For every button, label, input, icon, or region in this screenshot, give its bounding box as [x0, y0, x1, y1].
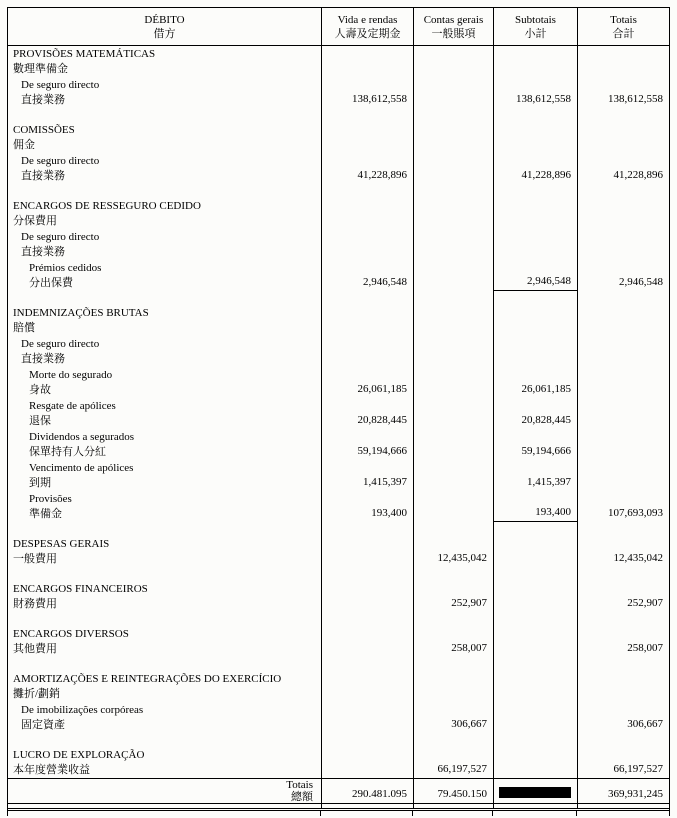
row-label-zh: 直接業務 — [21, 170, 65, 182]
header-debito-zh: 借方 — [153, 27, 176, 40]
cell-vida-e-rendas — [321, 733, 413, 747]
header-debito-pt: DÉBITO — [144, 13, 185, 26]
cell-vida-e-rendas: 138,612,558 — [321, 77, 413, 108]
spacer-cell — [8, 804, 321, 808]
cell-totais — [577, 198, 669, 229]
spacer-row — [8, 184, 669, 198]
stub-cell — [492, 811, 576, 816]
double-rule — [8, 808, 669, 810]
row-label-cell — [8, 567, 321, 581]
header-contas-zh: 一般賬項 — [431, 27, 476, 40]
table-row — [8, 367, 669, 398]
cell-vida-e-rendas: 1,415,397 — [321, 460, 413, 491]
row-label-zh: 財務費用 — [13, 598, 57, 610]
cell-contas-gerais — [413, 260, 493, 291]
row-label-pt: ENCARGOS DIVERSOS — [13, 628, 129, 640]
spacer-row — [8, 522, 669, 536]
cell-vida-e-rendas — [321, 626, 413, 657]
table-row — [8, 702, 669, 733]
cell-totais: 2,946,548 — [577, 260, 669, 291]
cell-totais: 138,612,558 — [577, 77, 669, 108]
spacer-row — [8, 291, 669, 305]
cell-vida-e-rendas — [321, 291, 413, 305]
cell-contas-gerais — [413, 122, 493, 153]
table-row — [8, 626, 669, 657]
cell-totais: 12,435,042 — [577, 536, 669, 567]
row-label-pt: Morte do segurado — [29, 369, 113, 381]
totals-label-pt: Totais — [286, 779, 313, 791]
cell-totais — [577, 612, 669, 626]
row-label-zh: 固定資產 — [21, 719, 65, 731]
cell-vida-e-rendas — [321, 657, 413, 671]
table-row — [8, 581, 669, 612]
table-row — [8, 336, 669, 367]
cell-contas-gerais: 12,435,042 — [413, 536, 493, 567]
cell-contas-gerais — [413, 291, 493, 305]
cell-subtotais — [493, 46, 577, 77]
cell-contas-gerais — [413, 733, 493, 747]
row-label-zh: 數理準備金 — [13, 63, 68, 75]
row-label-cell — [8, 612, 321, 626]
header-totais-pt: Totais — [610, 13, 637, 26]
cell-subtotais — [493, 733, 577, 747]
cell-subtotais: 138,612,558 — [493, 77, 577, 108]
table-row — [8, 77, 669, 108]
cell-subtotais: 26,061,185 — [493, 367, 577, 398]
row-label-cell — [8, 626, 321, 657]
table-row — [8, 153, 669, 184]
cell-subtotais — [493, 612, 577, 626]
row-label-zh: 退保 — [29, 415, 51, 427]
cell-vida-e-rendas — [321, 536, 413, 567]
row-label-cell — [8, 733, 321, 747]
row-label-pt: Resgate de apólices — [29, 400, 116, 412]
cell-totais: 41,228,896 — [577, 153, 669, 184]
cell-contas-gerais — [413, 305, 493, 336]
row-label-cell — [8, 336, 321, 367]
row-label-cell — [8, 46, 321, 77]
cell-vida-e-rendas: 193,400 — [321, 491, 413, 522]
cell-subtotais — [493, 581, 577, 612]
row-label-zh: 到期 — [29, 477, 51, 489]
debit-table — [7, 7, 670, 811]
table-row — [8, 536, 669, 567]
cell-subtotais — [493, 122, 577, 153]
row-label-cell — [8, 367, 321, 398]
spacer-row — [8, 108, 669, 122]
row-label-zh: 準備金 — [29, 508, 62, 520]
row-label-pt: Dividendos a segurados — [29, 431, 135, 443]
row-label-cell — [8, 460, 321, 491]
cell-totais: 66,197,527 — [577, 747, 669, 778]
cell-contas-gerais — [413, 336, 493, 367]
row-label-zh: 攤折/劃銷 — [13, 688, 61, 700]
header-vida-pt: Vida e rendas — [337, 13, 398, 26]
cell-subtotais — [493, 702, 577, 733]
row-label-cell — [8, 522, 321, 536]
spacer-cell — [321, 804, 413, 808]
cell-subtotais — [493, 184, 577, 198]
table-row — [8, 429, 669, 460]
cell-vida-e-rendas — [321, 108, 413, 122]
row-label-pt: INDEMNIZAÇÕES BRUTAS — [13, 307, 149, 319]
table-body — [8, 46, 669, 778]
row-label-pt: AMORTIZAÇÕES E REINTEGRAÇÕES DO EXERCÍCIO — [13, 673, 282, 685]
column-line-stubs — [7, 811, 670, 816]
table-row — [8, 491, 669, 522]
row-label-zh: 直接業務 — [21, 353, 65, 365]
totals-cell-vida: 290.481.095 — [321, 779, 413, 803]
cell-vida-e-rendas — [321, 581, 413, 612]
cell-contas-gerais — [413, 429, 493, 460]
cell-contas-gerais: 306,667 — [413, 702, 493, 733]
cell-totais — [577, 733, 669, 747]
header-debito — [8, 8, 321, 45]
cell-subtotais — [493, 567, 577, 581]
totals-cell-contas: 79.450.150 — [413, 779, 493, 803]
cell-totais — [577, 657, 669, 671]
stub-cell — [576, 811, 670, 816]
header-vida-zh: 人壽及定期金 — [334, 27, 401, 40]
row-label-pt: De seguro directo — [21, 231, 100, 243]
row-label-pt: ENCARGOS FINANCEIROS — [13, 583, 148, 595]
row-label-cell — [8, 229, 321, 260]
cell-totais — [577, 108, 669, 122]
row-label-pt: DESPESAS GERAIS — [13, 538, 110, 550]
cell-subtotais: 1,415,397 — [493, 460, 577, 491]
cell-totais — [577, 305, 669, 336]
totals-label — [8, 779, 321, 803]
cell-totais — [577, 46, 669, 77]
row-label-cell — [8, 581, 321, 612]
cell-vida-e-rendas — [321, 671, 413, 702]
row-label-zh: 身故 — [29, 384, 51, 396]
row-label-zh: 分保費用 — [13, 215, 57, 227]
row-label-pt: PROVISÕES MATEMÁTICAS — [13, 48, 156, 60]
spacer-cell — [493, 804, 577, 808]
cell-subtotais: 41,228,896 — [493, 153, 577, 184]
cell-totais — [577, 671, 669, 702]
cell-totais — [577, 567, 669, 581]
cell-subtotais — [493, 108, 577, 122]
cell-subtotais: 59,194,666 — [493, 429, 577, 460]
cell-contas-gerais — [413, 184, 493, 198]
stub-cell — [412, 811, 492, 816]
cell-vida-e-rendas: 41,228,896 — [321, 153, 413, 184]
row-label-pt: LUCRO DE EXPLORAÇÃO — [13, 749, 145, 761]
cell-totais — [577, 122, 669, 153]
cell-totais — [577, 429, 669, 460]
header-totais-zh: 合計 — [612, 27, 635, 40]
cell-vida-e-rendas — [321, 305, 413, 336]
row-label-zh: 賠償 — [13, 322, 35, 334]
spacer-cell — [577, 804, 669, 808]
cell-vida-e-rendas — [321, 567, 413, 581]
row-label-cell — [8, 153, 321, 184]
row-label-zh: 直接業務 — [21, 94, 65, 106]
cell-contas-gerais — [413, 460, 493, 491]
table-row — [8, 229, 669, 260]
cell-totais: 107,693,093 — [577, 491, 669, 522]
header-contas-pt: Contas gerais — [423, 13, 484, 26]
row-label-cell — [8, 291, 321, 305]
table-row — [8, 46, 669, 77]
row-label-pt: De seguro directo — [21, 155, 100, 167]
row-label-zh: 分出保費 — [29, 277, 73, 289]
cell-vida-e-rendas — [321, 229, 413, 260]
cell-vida-e-rendas — [321, 46, 413, 77]
cell-contas-gerais — [413, 46, 493, 77]
row-label-cell — [8, 108, 321, 122]
row-label-zh: 佣金 — [13, 139, 35, 151]
cell-vida-e-rendas — [321, 336, 413, 367]
totals-row — [8, 778, 669, 804]
cell-vida-e-rendas — [321, 612, 413, 626]
cell-contas-gerais — [413, 229, 493, 260]
header-subtotais-zh: 小計 — [524, 27, 547, 40]
cell-contas-gerais — [413, 671, 493, 702]
cell-totais — [577, 522, 669, 536]
row-label-zh: 保單持有人分紅 — [29, 446, 106, 458]
redaction-bar — [499, 787, 571, 798]
spacer-row — [8, 612, 669, 626]
header-contas-gerais — [413, 8, 493, 45]
cell-subtotais — [493, 305, 577, 336]
cell-subtotais: 20,828,445 — [493, 398, 577, 429]
cell-totais: 306,667 — [577, 702, 669, 733]
cell-vida-e-rendas: 20,828,445 — [321, 398, 413, 429]
row-label-cell — [8, 491, 321, 522]
row-label-cell — [8, 305, 321, 336]
cell-totais — [577, 460, 669, 491]
cell-vida-e-rendas: 26,061,185 — [321, 367, 413, 398]
cell-totais — [577, 336, 669, 367]
cell-totais — [577, 229, 669, 260]
bottom-spacer-row — [8, 804, 669, 808]
row-label-cell — [8, 184, 321, 198]
row-label-pt: Vencimento de apólices — [29, 462, 134, 474]
cell-totais — [577, 291, 669, 305]
header-subtotais-pt: Subtotais — [515, 13, 556, 26]
cell-contas-gerais: 252,907 — [413, 581, 493, 612]
header-subtotais — [493, 8, 577, 45]
cell-totais — [577, 367, 669, 398]
row-label-zh: 直接業務 — [21, 246, 65, 258]
cell-contas-gerais — [413, 367, 493, 398]
row-label-pt: Provisões — [29, 493, 72, 505]
cell-contas-gerais — [413, 153, 493, 184]
cell-subtotais — [493, 536, 577, 567]
cell-contas-gerais — [413, 198, 493, 229]
spacer-row — [8, 657, 669, 671]
row-label-pt: De seguro directo — [21, 79, 100, 91]
header-vida-e-rendas — [321, 8, 413, 45]
table-row — [8, 747, 669, 778]
row-label-cell — [8, 429, 321, 460]
cell-subtotais: 193,400 — [493, 491, 577, 522]
table-row — [8, 198, 669, 229]
cell-contas-gerais — [413, 567, 493, 581]
cell-contas-gerais — [413, 657, 493, 671]
row-label-pt: COMISSÕES — [13, 124, 75, 136]
table-header-row — [8, 8, 669, 46]
cell-contas-gerais — [413, 491, 493, 522]
cell-subtotais — [493, 198, 577, 229]
row-label-zh: 本年度營業收益 — [13, 764, 90, 776]
row-label-cell — [8, 536, 321, 567]
cell-totais: 252,907 — [577, 581, 669, 612]
row-label-cell — [8, 260, 321, 291]
row-label-pt: ENCARGOS DE RESSEGURO CEDIDO — [13, 200, 201, 212]
totals-label-zh: 總額 — [291, 791, 313, 803]
cell-subtotais — [493, 522, 577, 536]
row-label-pt: Prémios cedidos — [29, 262, 102, 274]
cell-subtotais — [493, 657, 577, 671]
row-label-pt: De imobilizações corpóreas — [21, 704, 144, 716]
cell-vida-e-rendas — [321, 522, 413, 536]
table-row — [8, 305, 669, 336]
spacer-row — [8, 733, 669, 747]
table-row — [8, 260, 669, 291]
table-row — [8, 398, 669, 429]
row-label-cell — [8, 398, 321, 429]
row-label-cell — [8, 657, 321, 671]
spacer-cell — [413, 804, 493, 808]
cell-subtotais — [493, 336, 577, 367]
cell-vida-e-rendas: 2,946,548 — [321, 260, 413, 291]
cell-contas-gerais — [413, 77, 493, 108]
row-label-zh: 其他費用 — [13, 643, 57, 655]
cell-contas-gerais — [413, 108, 493, 122]
cell-subtotais — [493, 229, 577, 260]
cell-vida-e-rendas — [321, 198, 413, 229]
totals-cell-totais: 369,931,245 — [577, 779, 669, 803]
table-row — [8, 671, 669, 702]
cell-subtotais — [493, 747, 577, 778]
table-row — [8, 122, 669, 153]
cell-totais — [577, 184, 669, 198]
header-totais — [577, 8, 669, 45]
row-label-cell — [8, 77, 321, 108]
row-label-cell — [8, 671, 321, 702]
cell-vida-e-rendas — [321, 702, 413, 733]
cell-vida-e-rendas — [321, 184, 413, 198]
row-label-cell — [8, 747, 321, 778]
cell-contas-gerais — [413, 522, 493, 536]
cell-contas-gerais: 258,007 — [413, 626, 493, 657]
cell-vida-e-rendas — [321, 747, 413, 778]
cell-vida-e-rendas: 59,194,666 — [321, 429, 413, 460]
row-label-cell — [8, 198, 321, 229]
spacer-row — [8, 567, 669, 581]
cell-subtotais: 2,946,548 — [493, 260, 577, 291]
row-label-zh: 一般費用 — [13, 553, 57, 565]
row-label-pt: De seguro directo — [21, 338, 100, 350]
cell-subtotais — [493, 671, 577, 702]
totals-cell-subtotais — [493, 779, 577, 803]
cell-contas-gerais — [413, 398, 493, 429]
cell-totais: 258,007 — [577, 626, 669, 657]
table-row — [8, 460, 669, 491]
stub-cell — [320, 811, 412, 816]
cell-subtotais — [493, 291, 577, 305]
stub-cell — [7, 811, 320, 816]
cell-contas-gerais: 66,197,527 — [413, 747, 493, 778]
row-label-cell — [8, 702, 321, 733]
cell-totais — [577, 398, 669, 429]
cell-contas-gerais — [413, 612, 493, 626]
cell-subtotais — [493, 626, 577, 657]
row-label-cell — [8, 122, 321, 153]
cell-vida-e-rendas — [321, 122, 413, 153]
